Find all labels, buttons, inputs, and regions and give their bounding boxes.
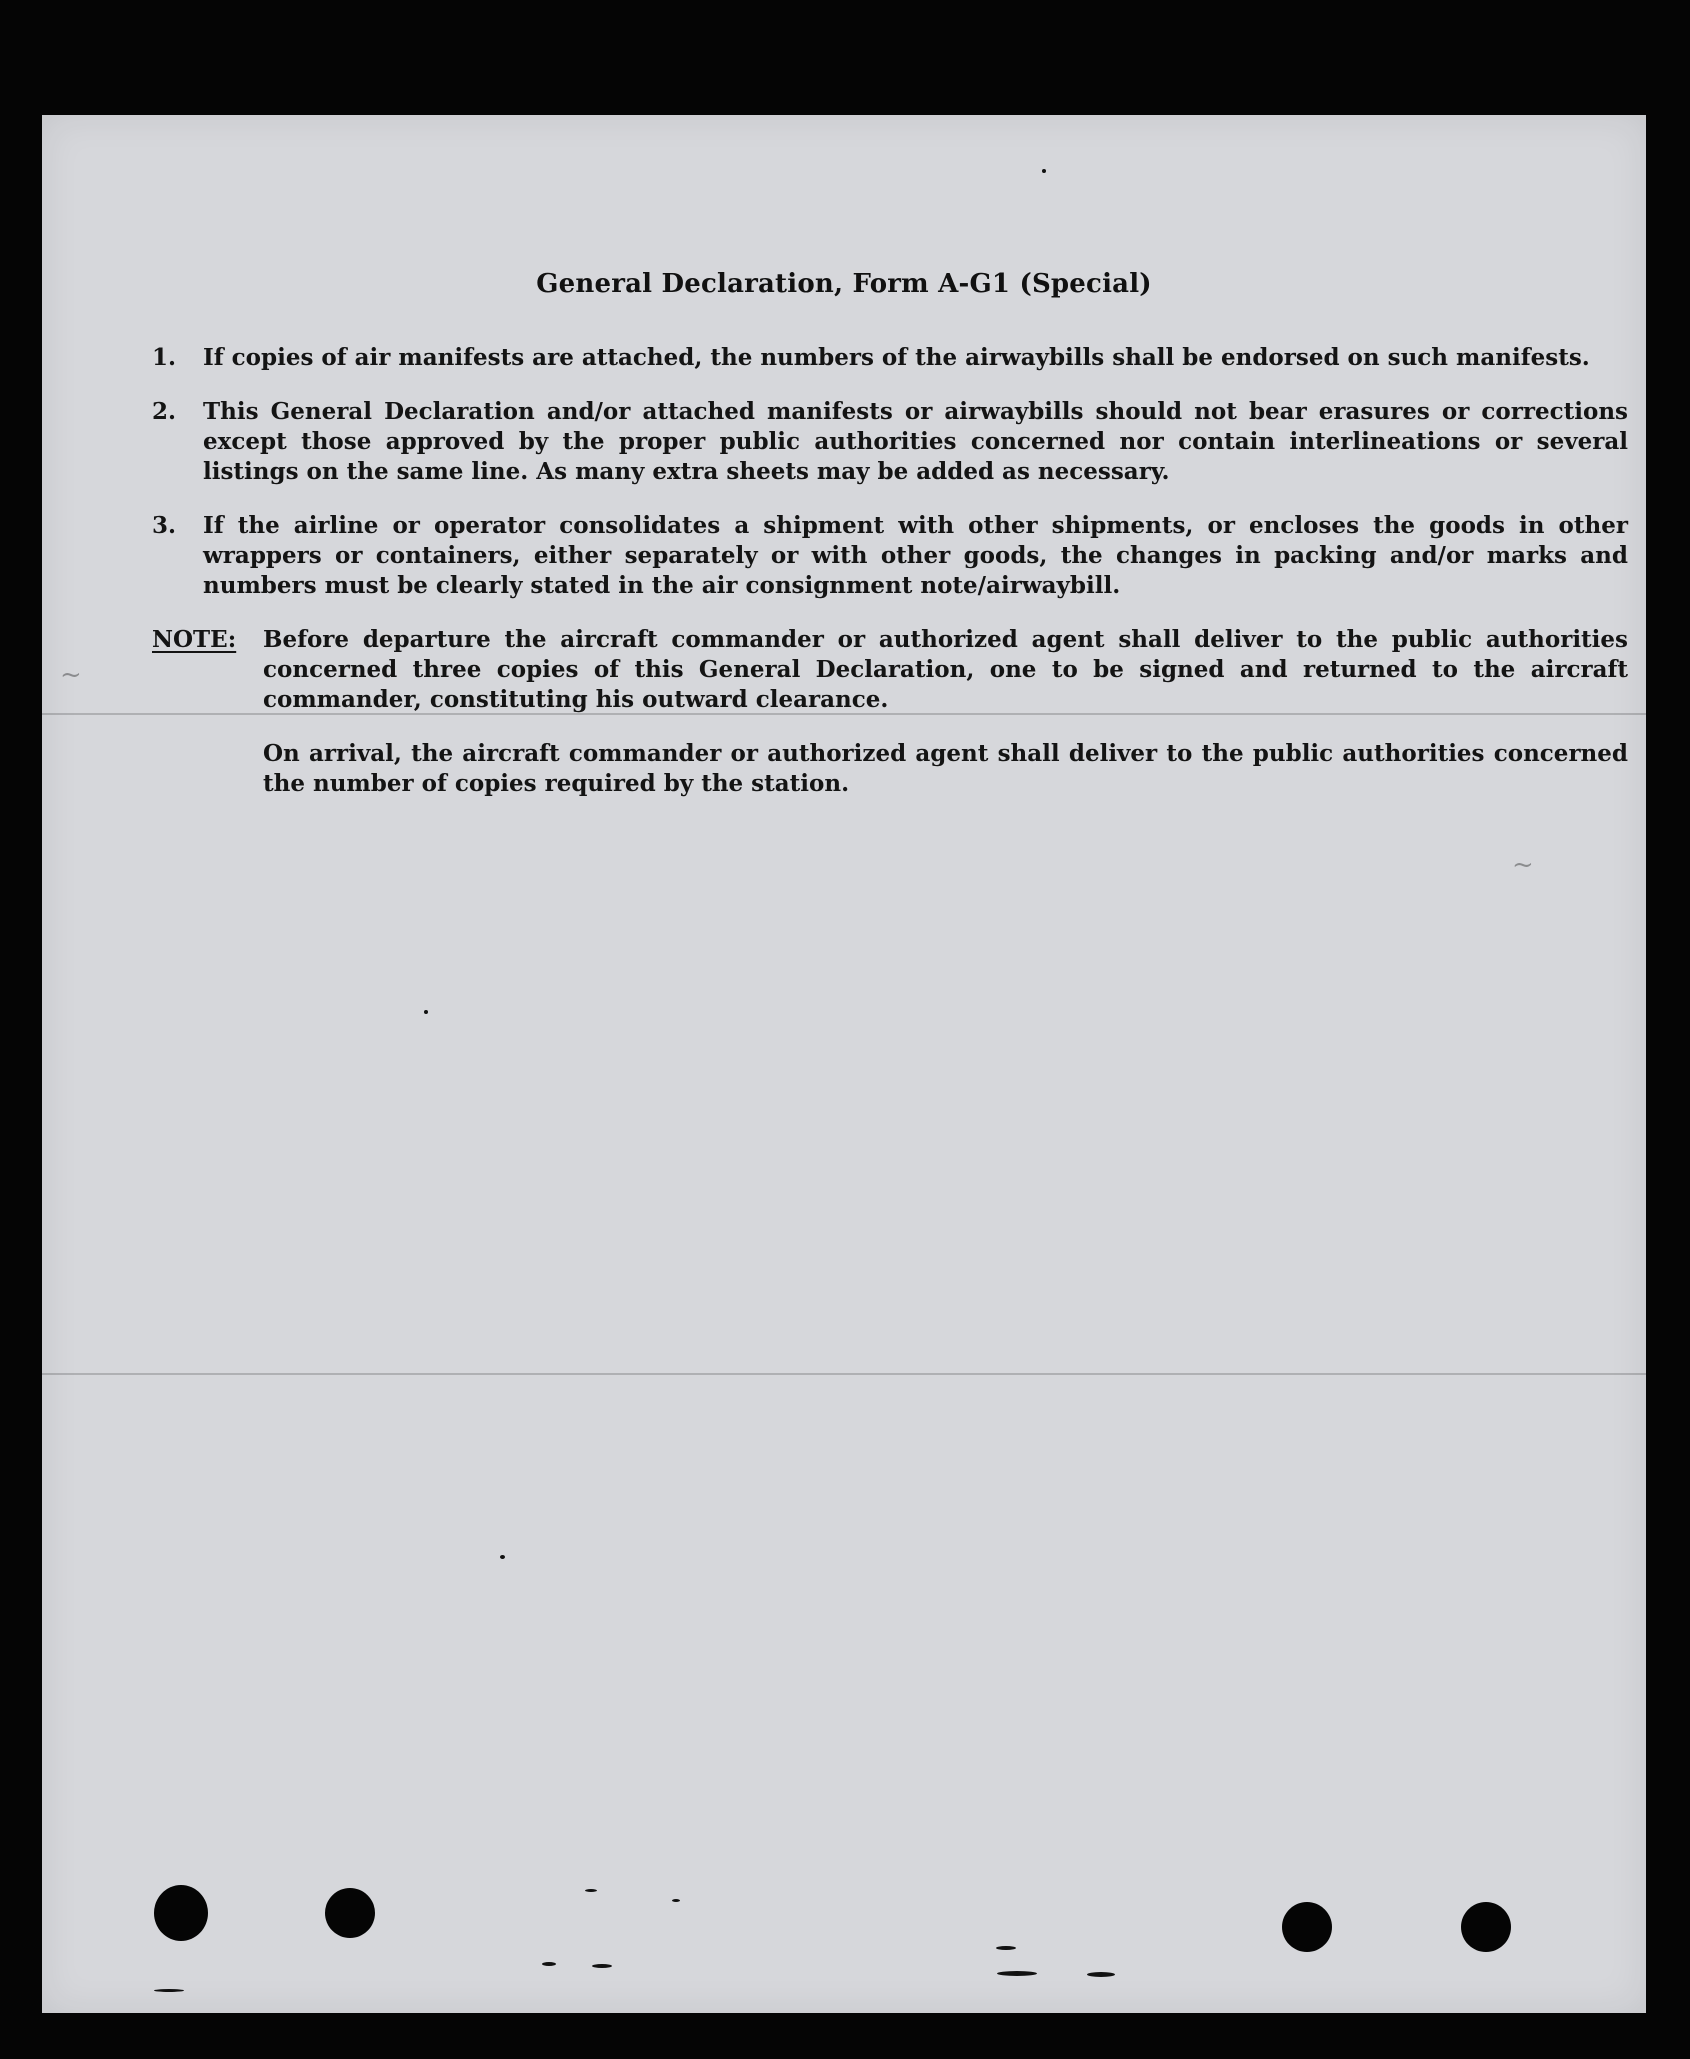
ink-speck <box>672 1899 680 1902</box>
note-paragraph-1: Before departure the aircraft commander or authorized agent shall deliver to the public authorities concerned three copies of this General Declaration, one to be signed and returned to the aircraft commander, constituting his outward clearance. <box>263 626 1628 713</box>
punch-hole <box>325 1888 375 1938</box>
item-text: If the airline or operator consolidates a shipment with other shipments, or encloses the goods in other wrappers or containers, either separately or with other goods, the changes in packing and/or marks and numbers must be clearly stated in the air consignment note/airwaybill. <box>203 512 1628 599</box>
note-paragraph-2: On arrival, the aircraft commander or authorized agent shall deliver to the public authorities concerned the number of copies required by the station. <box>263 740 1628 797</box>
ink-speck <box>154 1989 184 1992</box>
ink-speck <box>500 1555 505 1559</box>
instruction-item-1 <box>152 343 1628 373</box>
item-number: 2. <box>152 398 177 425</box>
item-number: 1. <box>152 344 177 371</box>
ink-speck <box>424 1010 428 1014</box>
stamp-smudge: ~ <box>60 660 82 690</box>
document-title: General Declaration, Form A-G1 (Special) <box>536 269 1152 299</box>
item-text: If copies of air manifests are attached, the numbers of the airwaybills shall be endorsed on such manifests. <box>203 344 1590 371</box>
note-label: NOTE: <box>152 626 237 653</box>
ink-speck <box>542 1962 556 1966</box>
instruction-item-3 <box>152 511 1628 601</box>
punch-hole <box>154 1885 208 1941</box>
item-text: This General Declaration and/or attached manifests or airwaybills should not bear erasures or corrections except those approved by the proper public authorities concerned nor contain interlineations or several listings on the same line. As many extra sheets may be added as necessary. <box>203 398 1628 485</box>
ink-speck <box>1042 169 1046 173</box>
punch-hole <box>1282 1902 1332 1952</box>
punch-hole <box>1461 1902 1511 1952</box>
stamp-smudge: ~ <box>1512 850 1534 880</box>
note-section-continued <box>152 739 1628 799</box>
note-section <box>152 625 1628 715</box>
instruction-item-2 <box>152 397 1628 487</box>
ink-speck <box>585 1889 597 1892</box>
fold-line <box>42 1373 1646 1375</box>
document-page <box>42 115 1646 2013</box>
ink-speck <box>996 1946 1016 1950</box>
ink-speck <box>592 1964 612 1968</box>
ink-speck <box>997 1971 1037 1976</box>
ink-speck <box>1087 1972 1115 1977</box>
item-number: 3. <box>152 512 177 539</box>
